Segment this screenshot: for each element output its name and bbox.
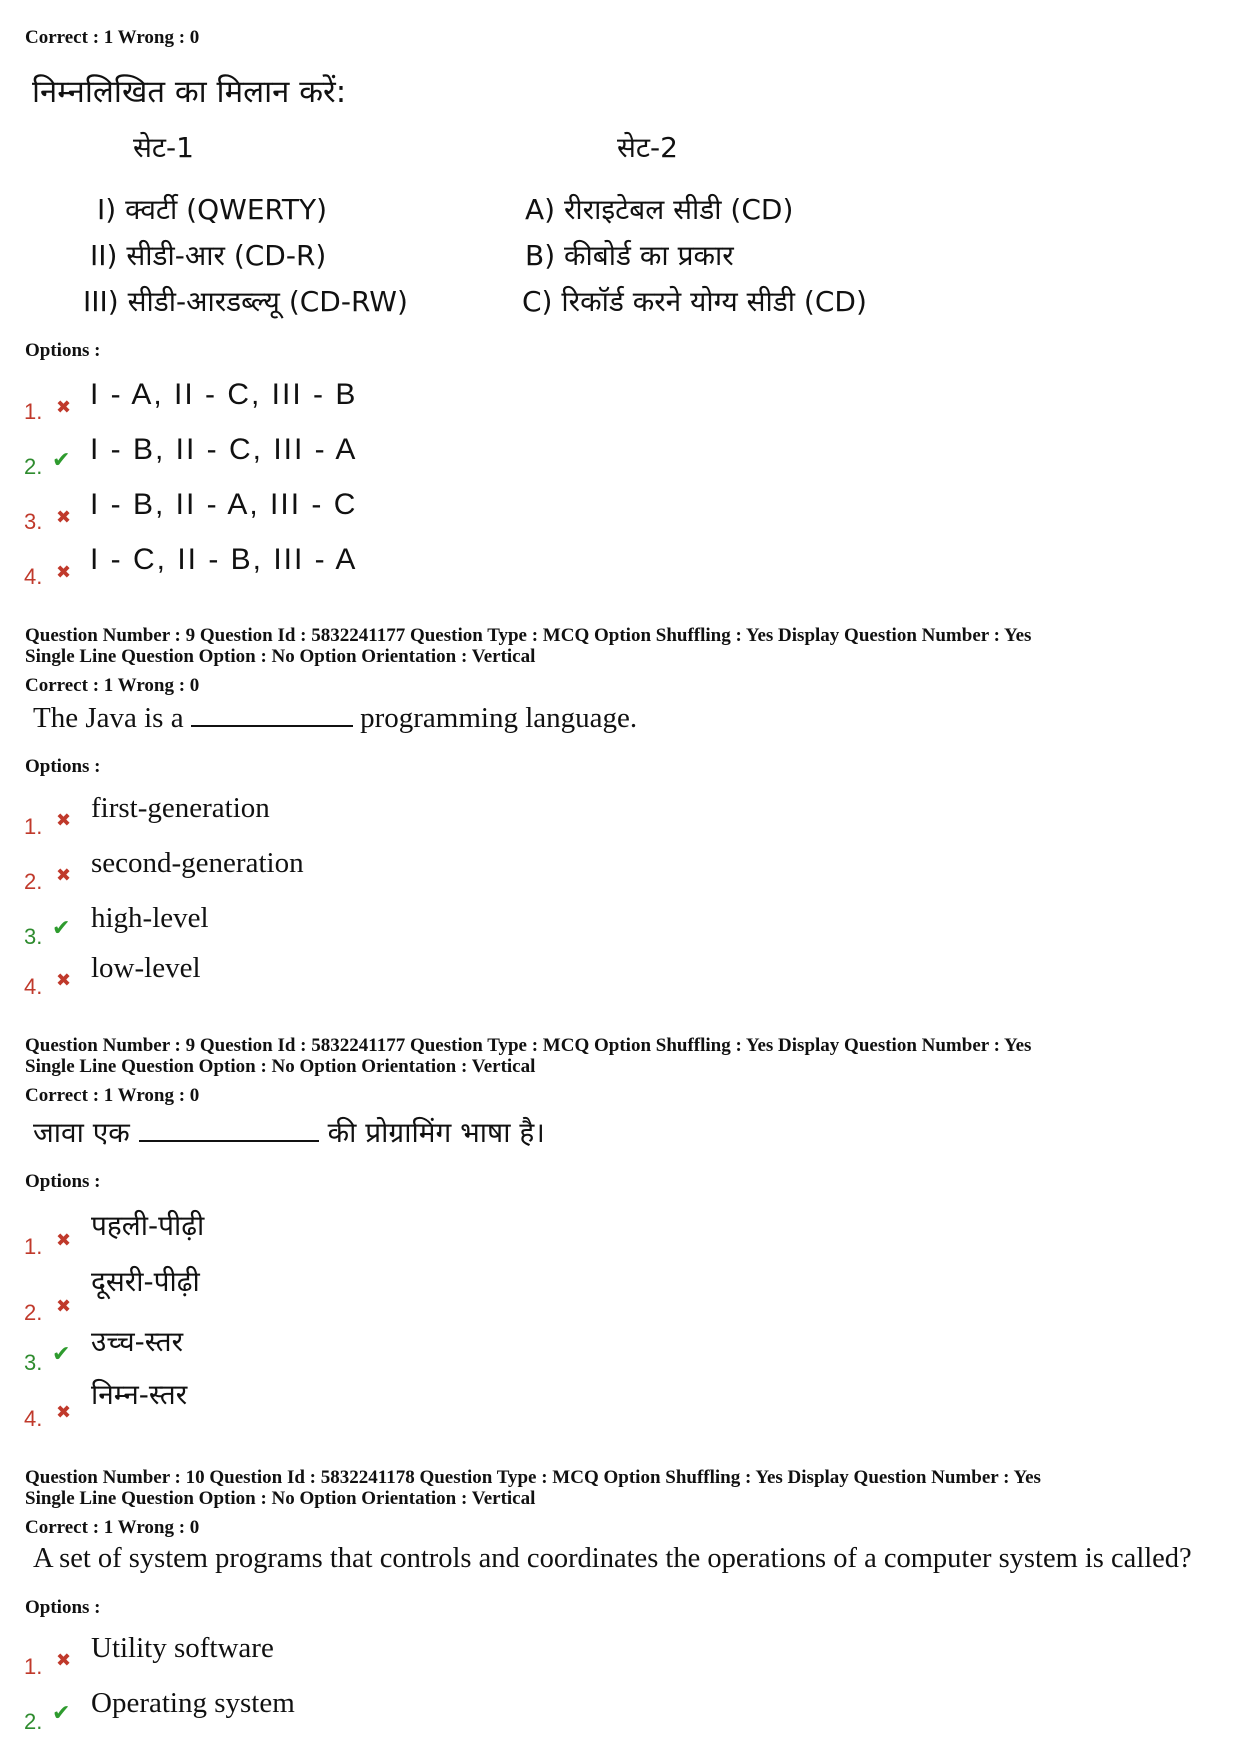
correct-wrong-label: Correct : 1 Wrong : 0	[25, 675, 200, 696]
question-text	[33, 1113, 545, 1151]
option-number: 1.	[24, 814, 43, 839]
options-list	[0, 1200, 600, 1430]
option-text: second-generation	[91, 847, 304, 879]
check-mark-icon: ✔	[52, 1342, 71, 1367]
check-mark-icon: ✔	[52, 448, 71, 473]
option-number: 2.	[24, 1709, 43, 1734]
option-text: first-generation	[91, 792, 270, 824]
option-number: 2.	[24, 1300, 43, 1325]
set2-item: A) रीराइटेबल सीडी (CD)	[525, 193, 794, 226]
option-number: 4.	[24, 1406, 43, 1431]
check-mark-icon: ✔	[52, 1701, 71, 1726]
option-text: I - C, II - B, III - A	[90, 543, 358, 576]
wrong-mark-icon: ✖	[56, 1296, 72, 1317]
question-text-before: जावा एक	[33, 1116, 130, 1149]
option-text: high-level	[91, 902, 209, 934]
option-text: I - B, II - C, III - A	[90, 433, 358, 466]
question-meta-line2: Single Line Question Option : No Option Orientation : Vertical	[25, 1488, 536, 1509]
option-number: 2.	[24, 869, 43, 894]
wrong-mark-icon: ✖	[56, 1230, 72, 1251]
question-text-after: की प्रोग्रामिंग भाषा है।	[327, 1116, 545, 1149]
question-text-after: programming language.	[360, 702, 638, 734]
answer-blank	[139, 1118, 319, 1142]
correct-wrong-label: Correct : 1 Wrong : 0	[25, 1085, 200, 1106]
check-mark-icon: ✔	[52, 916, 71, 941]
correct-wrong-label: Correct : 1 Wrong : 0	[25, 27, 200, 48]
set1-item: II) सीडी-आर (CD-R)	[90, 239, 327, 272]
options-label: Options :	[25, 1171, 101, 1192]
option-number: 2.	[24, 454, 43, 479]
option-number: 4.	[24, 974, 43, 999]
option-text: पहली-पीढ़ी	[91, 1209, 205, 1242]
option-text: उच्च-स्तर	[91, 1325, 184, 1358]
option-text: निम्न-स्तर	[91, 1378, 188, 1411]
option-number: 3.	[24, 509, 43, 534]
option-number: 1.	[24, 1654, 43, 1679]
wrong-mark-icon: ✖	[56, 1650, 72, 1671]
wrong-mark-icon: ✖	[56, 970, 72, 991]
option-number: 1.	[24, 1234, 43, 1259]
wrong-mark-icon: ✖	[56, 810, 72, 831]
answer-blank	[191, 703, 353, 727]
options-list	[0, 370, 600, 589]
question-meta-line2: Single Line Question Option : No Option Orientation : Vertical	[25, 646, 536, 667]
question-meta-line1: Question Number : 10 Question Id : 5832241178 Question Type : MCQ Option Shuffling : Yes Display Question Number : Yes	[25, 1467, 1041, 1488]
question-text	[33, 702, 637, 735]
set2-item: C) रिकॉर्ड करने योग्य सीडी (CD)	[522, 285, 867, 318]
options-label: Options :	[25, 340, 101, 361]
wrong-mark-icon: ✖	[56, 865, 72, 886]
wrong-mark-icon: ✖	[56, 1402, 72, 1423]
wrong-mark-icon: ✖	[56, 562, 72, 583]
option-number: 3.	[24, 924, 43, 949]
option-text: Utility software	[91, 1632, 274, 1664]
question-text: A set of system programs that controls and coordinates the operations of a computer system is called?	[33, 1543, 1192, 1574]
option-text: I - B, II - A, III - C	[90, 488, 358, 521]
option-text: I - A, II - C, III - B	[90, 378, 358, 411]
set2-item: B) कीबोर्ड का प्रकार	[525, 239, 734, 272]
options-label: Options :	[25, 756, 101, 777]
option-number: 4.	[24, 564, 43, 589]
question-meta-line2: Single Line Question Option : No Option Orientation : Vertical	[25, 1056, 536, 1077]
question-text: निम्नलिखित का मिलान करें:	[32, 74, 347, 110]
wrong-mark-icon: ✖	[56, 397, 72, 418]
set2-title: सेट-2	[617, 131, 678, 164]
option-number: 1.	[24, 399, 43, 424]
set1-item: I) क्वर्टी (QWERTY)	[97, 193, 328, 226]
wrong-mark-icon: ✖	[56, 507, 72, 528]
set1-item: III) सीडी-आरडब्ल्यू (CD-RW)	[83, 285, 408, 318]
options-label: Options :	[25, 1597, 101, 1618]
option-text: Operating system	[91, 1687, 295, 1719]
option-text: दूसरी-पीढ़ी	[91, 1265, 200, 1298]
question-text-before: The Java is a	[33, 702, 184, 734]
question-meta-line1: Question Number : 9 Question Id : 5832241177 Question Type : MCQ Option Shuffling : Yes Display Question Number : Yes	[25, 625, 1032, 646]
correct-wrong-label: Correct : 1 Wrong : 0	[25, 1517, 200, 1538]
options-list	[0, 785, 600, 999]
option-number: 3.	[24, 1350, 43, 1375]
options-list	[0, 1625, 600, 1745]
option-text: low-level	[91, 952, 201, 984]
question-meta-line1: Question Number : 9 Question Id : 5832241177 Question Type : MCQ Option Shuffling : Yes Display Question Number : Yes	[25, 1035, 1032, 1056]
set1-title: सेट-1	[133, 131, 194, 164]
